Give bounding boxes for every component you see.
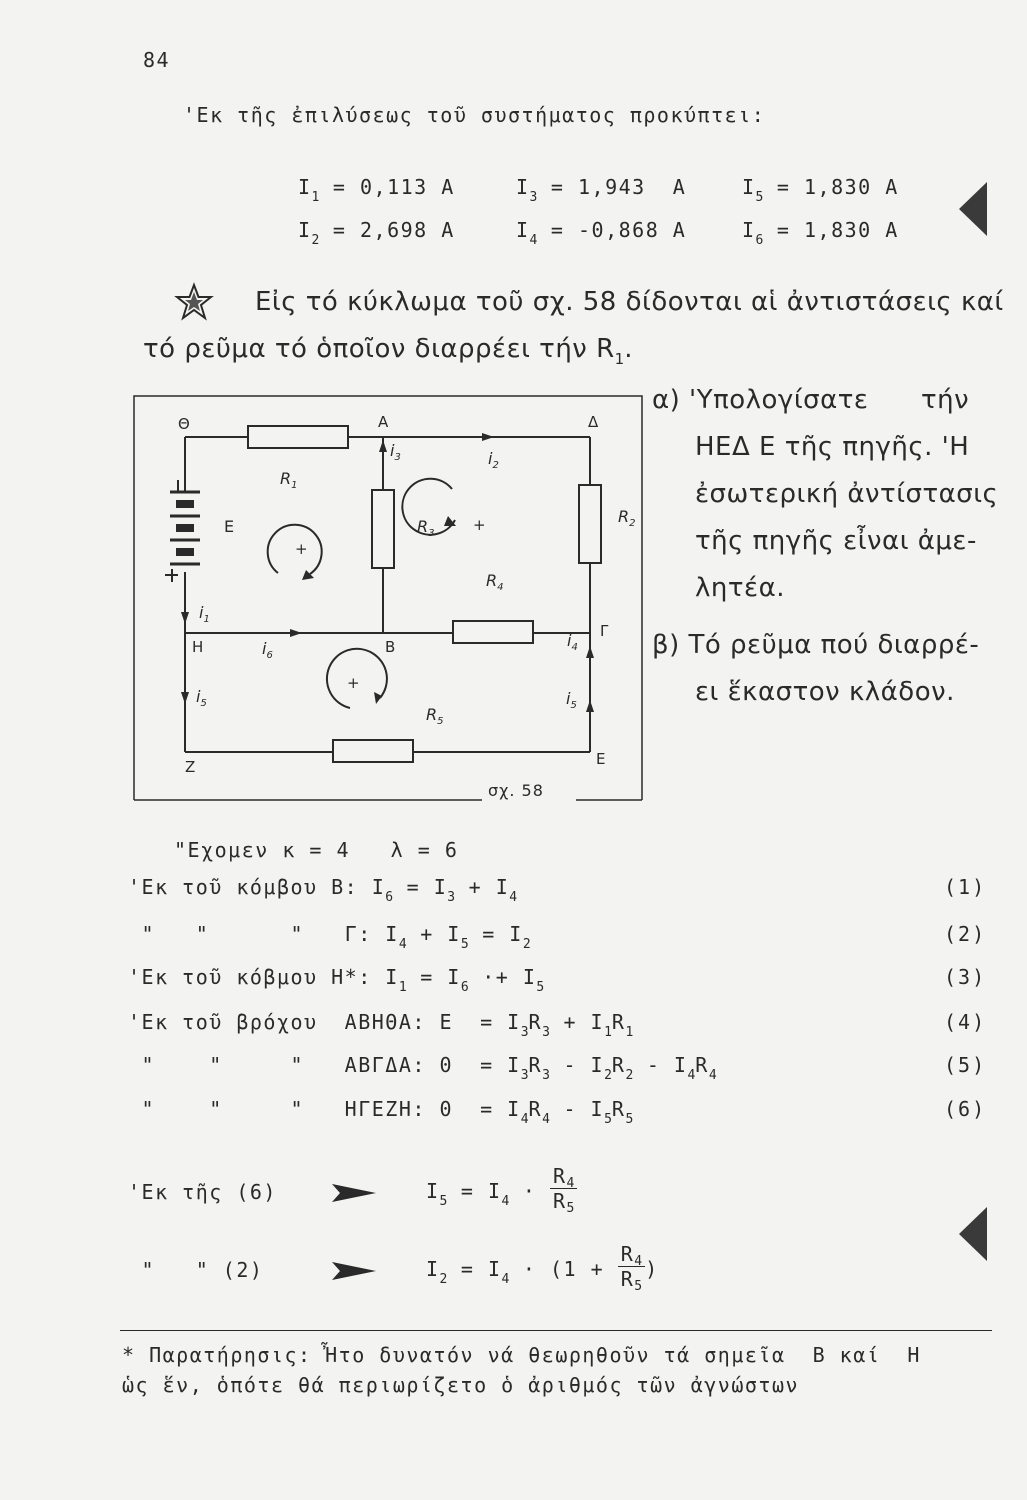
equation-subscript: 5 xyxy=(536,980,545,995)
equation-term: R xyxy=(611,1010,626,1034)
resistor-r2 xyxy=(579,485,601,563)
r5-label: $R_5$ xyxy=(426,705,444,727)
left-triangle-icon xyxy=(955,180,989,238)
equation-left: " " " ΗΓΕΖΗ: 0 = xyxy=(128,1097,508,1121)
r3-label: $R_3$ xyxy=(417,517,435,539)
equation-term: - xyxy=(549,1097,591,1121)
equation-term: + xyxy=(455,875,496,899)
node-gamma-label: Γ xyxy=(600,622,609,640)
i5-left-label: $i_5$ xyxy=(196,687,207,709)
equation-left: 'Εκ τοῦ κόμβου Β: xyxy=(128,875,372,899)
result-i2: $I_2 = 2,698$ A xyxy=(298,218,455,248)
derived-source: " " (2) xyxy=(128,1258,264,1282)
equation-row xyxy=(128,1097,634,1127)
equation-term: R xyxy=(528,1097,543,1121)
question-a-line-5: λητέα. xyxy=(695,573,785,603)
equation-term: + xyxy=(406,922,448,946)
equation-term: I xyxy=(507,1097,521,1121)
equation-subscript: 3 xyxy=(542,1068,550,1083)
node-h-label: H xyxy=(192,638,204,656)
equation-term: I xyxy=(433,875,448,899)
equation-number: (3) xyxy=(944,965,987,989)
equation-number: (2) xyxy=(944,922,987,946)
equation-number: (4) xyxy=(944,1010,987,1034)
mesh2-plus: + xyxy=(473,516,486,534)
fraction: $\frac{R_4}{R_5}$ xyxy=(618,1242,645,1291)
mesh3-plus: + xyxy=(347,674,360,692)
equation-subscript: 1 xyxy=(604,1025,612,1040)
equation-term: - xyxy=(633,1053,674,1077)
derived-source: 'Εκ τῆς (6) xyxy=(128,1180,277,1204)
right-triangle-arrow-icon xyxy=(330,1180,378,1206)
equation-term: I xyxy=(447,922,461,946)
equation-subscript: 5 xyxy=(625,1112,634,1127)
equation-number: (1) xyxy=(944,875,987,899)
resistor-r4 xyxy=(453,621,533,643)
problem-line-1: Εἰς τό κύκλωμα τοῦ σχ. 58 δίδονται αἱ ἀντιστάσεις καί xyxy=(255,287,1004,317)
equation-term: I xyxy=(590,1097,605,1121)
equation-number: (6) xyxy=(944,1097,987,1121)
equation-left: 'Εκ τοῦ βρόχου ΑΒΗΘΑ: Ε = xyxy=(128,1010,508,1034)
equation-term: I xyxy=(673,1053,688,1077)
derived-formula: $I_5 = I_4$ · $\frac{R_4}{R_5}$ xyxy=(426,1168,577,1217)
equation-term: = xyxy=(468,922,510,946)
equation-term: I xyxy=(447,965,461,989)
problem-line-2: τό ρεῦμα τό ὁποῖον διαρρέει τήν $R_1$. xyxy=(143,334,633,368)
i3-label: $i_3$ xyxy=(390,441,401,463)
equation-subscript: 4 xyxy=(520,1112,529,1127)
i2-label: $i_2$ xyxy=(488,449,499,471)
fraction: $\frac{R_4}{R_5}$ xyxy=(550,1164,577,1213)
node-theta-label: Θ xyxy=(178,415,190,433)
r4-label: $R_4$ xyxy=(486,571,504,593)
equation-term: I xyxy=(590,1010,605,1034)
equation-row xyxy=(128,922,531,952)
circuit-figure xyxy=(130,392,646,804)
equation-term: R xyxy=(528,1010,543,1034)
resistor-r1 xyxy=(248,426,348,448)
question-a-line-2: ΗΕΔ Ε τῆς πηγῆς. 'Η xyxy=(695,432,970,462)
equation-subscript: 6 xyxy=(385,890,394,905)
equation-subscript: 3 xyxy=(520,1025,529,1040)
result-i4: $I_4 = -0,868$ A xyxy=(516,218,687,248)
equation-term: R xyxy=(611,1053,626,1077)
equation-subscript: 4 xyxy=(542,1112,550,1127)
question-a-line-4: τῆς πηγῆς εἶναι ἀμε- xyxy=(695,526,977,556)
result-i6: $I_6 = 1,830$ A xyxy=(742,218,899,248)
equation-term: I xyxy=(385,922,399,946)
i6-label: $i_6$ xyxy=(262,639,273,661)
given-line: "Εχομεν κ = 4 λ = 6 xyxy=(174,838,459,862)
equation-subscript: 6 xyxy=(460,980,469,995)
equation-term: = xyxy=(406,965,448,989)
question-a-line-1: α) 'Υπολογίσατε τήν xyxy=(652,385,970,415)
right-triangle-arrow-icon xyxy=(330,1258,378,1284)
equation-term: ·+ xyxy=(468,965,523,989)
node-delta-label: Δ xyxy=(588,413,599,431)
i4-label: $i_4$ xyxy=(567,631,578,653)
node-b-label: B xyxy=(385,638,396,656)
result-i5: $I_5 = 1,830$ A xyxy=(742,175,899,205)
footnote-line-2: ὡς ἕν, ὁπότε θά περιωρίζετο ὁ ἀριθμός τῶν ἀγνώστων xyxy=(122,1373,800,1397)
intro-text: 'Εκ τῆς ἐπιλύσεως τοῦ συστήματος προκύπτει: xyxy=(183,103,766,127)
equation-subscript: 4 xyxy=(398,937,407,952)
question-a-line-3: ἐσωτερική ἀντίστασις xyxy=(695,479,999,509)
equation-term: I xyxy=(590,1053,605,1077)
resistor-r3 xyxy=(372,490,394,568)
footnote-rule xyxy=(120,1330,992,1331)
source-e-label: E xyxy=(224,517,235,536)
equation-subscript: 1 xyxy=(625,1025,634,1040)
equation-term: I xyxy=(371,875,386,899)
equation-subscript: 3 xyxy=(542,1025,550,1040)
equation-term: = xyxy=(393,875,434,899)
figure-caption: σχ. 58 xyxy=(488,781,544,800)
question-b-line-1: β) Τό ρεῦμα πού διαρρέ- xyxy=(652,630,980,660)
equation-term: R xyxy=(528,1053,543,1077)
equation-term: I xyxy=(507,1053,521,1077)
equation-left: 'Εκ τοῦ κόβμου Η*: xyxy=(128,965,386,989)
equation-term: + xyxy=(549,1010,591,1034)
equation-term: R xyxy=(611,1097,626,1121)
equation-subscript: 2 xyxy=(522,937,531,952)
r1-label: $R_1$ xyxy=(280,469,298,491)
question-b-line-2: ει ἕκαστον κλάδον. xyxy=(695,677,955,707)
equation-term: I xyxy=(522,965,537,989)
i5-right-label: $i_5$ xyxy=(566,689,577,711)
equation-subscript: 2 xyxy=(604,1068,612,1083)
page-number: 84 xyxy=(143,48,171,72)
equation-subscript: 3 xyxy=(520,1068,529,1083)
equation-row xyxy=(128,1053,717,1083)
equation-term: - xyxy=(549,1053,591,1077)
i1-label: $i_1$ xyxy=(199,603,210,625)
node-z-label: Z xyxy=(185,758,196,776)
equation-subscript: 5 xyxy=(604,1112,612,1127)
equation-row xyxy=(128,875,518,905)
result-i3: $I_3 = 1,943$ A xyxy=(516,175,687,205)
star-icon xyxy=(174,282,214,322)
equation-term: I xyxy=(385,965,399,989)
equation-subscript: 4 xyxy=(509,890,518,905)
resistor-r5 xyxy=(333,740,413,762)
mesh1-plus: + xyxy=(295,540,308,558)
equation-left: " " " ΑΒΓΔΑ: 0 = xyxy=(128,1053,508,1077)
r2-label: $R_2$ xyxy=(618,507,636,529)
result-i1: $I_1 = 0,113$ A xyxy=(298,175,455,205)
equation-subscript: 5 xyxy=(460,937,469,952)
node-a-label: A xyxy=(378,413,389,431)
equation-number: (5) xyxy=(944,1053,987,1077)
equation-term: R xyxy=(695,1053,709,1077)
equation-subscript: 3 xyxy=(447,890,456,905)
left-triangle-icon xyxy=(955,1205,989,1263)
footnote-line-1: * Παρατήρησις: Ἦτο δυνατόν νά θεωρηθοῦν τά σημεῖα Β καί Η xyxy=(122,1343,921,1367)
equation-subscript: 4 xyxy=(708,1068,717,1083)
equation-term: I xyxy=(507,1010,521,1034)
equation-subscript: 4 xyxy=(687,1068,696,1083)
equation-row xyxy=(128,1010,634,1040)
equation-term: I xyxy=(495,875,510,899)
equation-term: I xyxy=(509,922,523,946)
equation-row xyxy=(128,965,545,995)
equation-left: " " " Γ: xyxy=(128,922,386,946)
equation-subscript: 1 xyxy=(398,980,407,995)
derived-formula: $I_2 = I_4 \cdot (1$ + $\frac{R_4}{R_5}$ ) xyxy=(426,1242,659,1294)
equation-subscript: 2 xyxy=(625,1068,634,1083)
node-e-label: E xyxy=(596,750,606,768)
